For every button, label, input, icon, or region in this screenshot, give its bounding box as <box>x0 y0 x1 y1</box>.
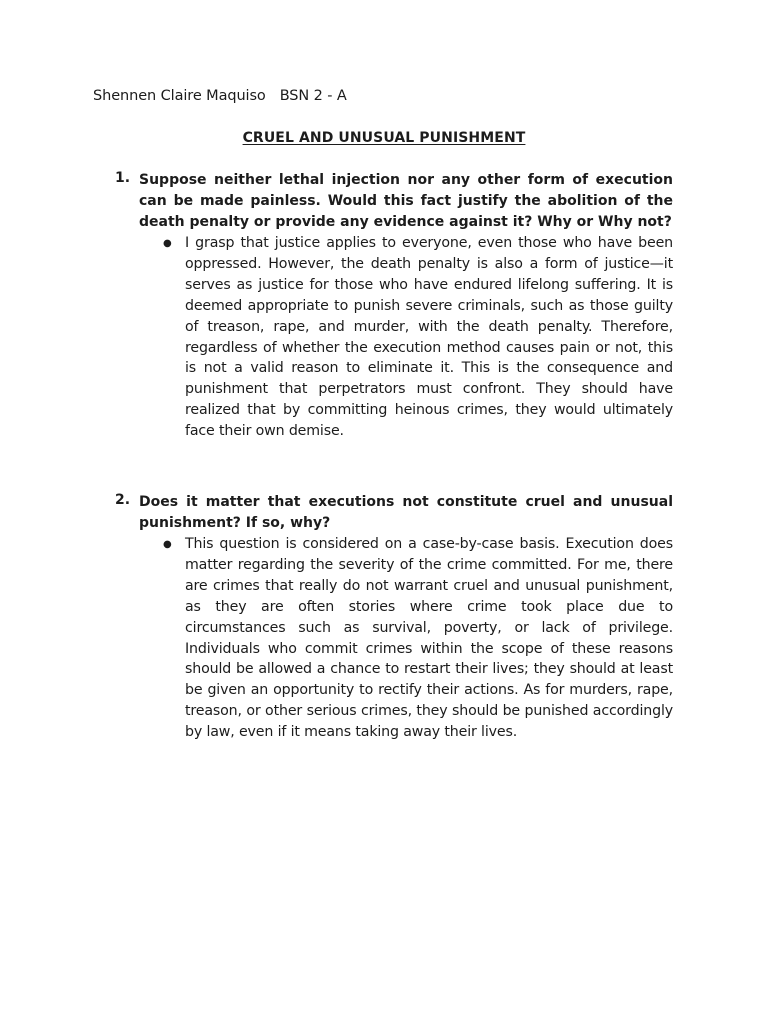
bullet-icon: ● <box>163 238 172 249</box>
answer-text: This question is considered on a case-by-case basis. Execution does matter regarding the severity of the crime committed. For me, there are crimes that really do not warrant cruel and unusual punishment, as they are often stories where crime took place due to circumstances such as survival, poverty, or lack of privilege. Individuals who commit crimes within the scope of these reasons should be allowed a chance to restart their lives; they should at least be given an opportunity to rectify their actions. As for murders, rape, treason, or other serious crimes, they should be punished accordingly by law, even if it means taking away their lives. <box>185 536 673 741</box>
student-section: BSN 2 - A <box>279 88 347 104</box>
bullet-icon: ● <box>163 539 172 550</box>
answer-text: I grasp that justice applies to everyone, even those who have been oppressed. However, the death penalty is also a form of justice—it serves as justice for those who have endured lifelong suffering. It is deemed appropriate to punish severe criminals, such as those guilty of treason, rape, and murder, with the death penalty. Therefore, regardless of whether the execution method causes pain or not, this is not a valid reason to eliminate it. This is the consequence and punishment that perpetrators must confront. They should have realized that by committing heinous crimes, they would ultimately face their own demise. <box>185 235 673 440</box>
question-text: Suppose neither lethal injection nor any other form of execution can be made painless. Would this fact justify the abolition of the death penalty or provide any evidence against it? Why or Why not? <box>139 172 673 230</box>
question-number: 1. <box>115 170 131 186</box>
student-header <box>93 88 347 104</box>
document-title: CRUEL AND UNUSUAL PUNISHMENT <box>242 130 526 146</box>
question-number: 2. <box>115 492 131 508</box>
question-text: Does it matter that executions not constitute cruel and unusual punishment? If so, why? <box>139 494 673 531</box>
student-name: Shennen Claire Maquiso <box>93 88 266 104</box>
